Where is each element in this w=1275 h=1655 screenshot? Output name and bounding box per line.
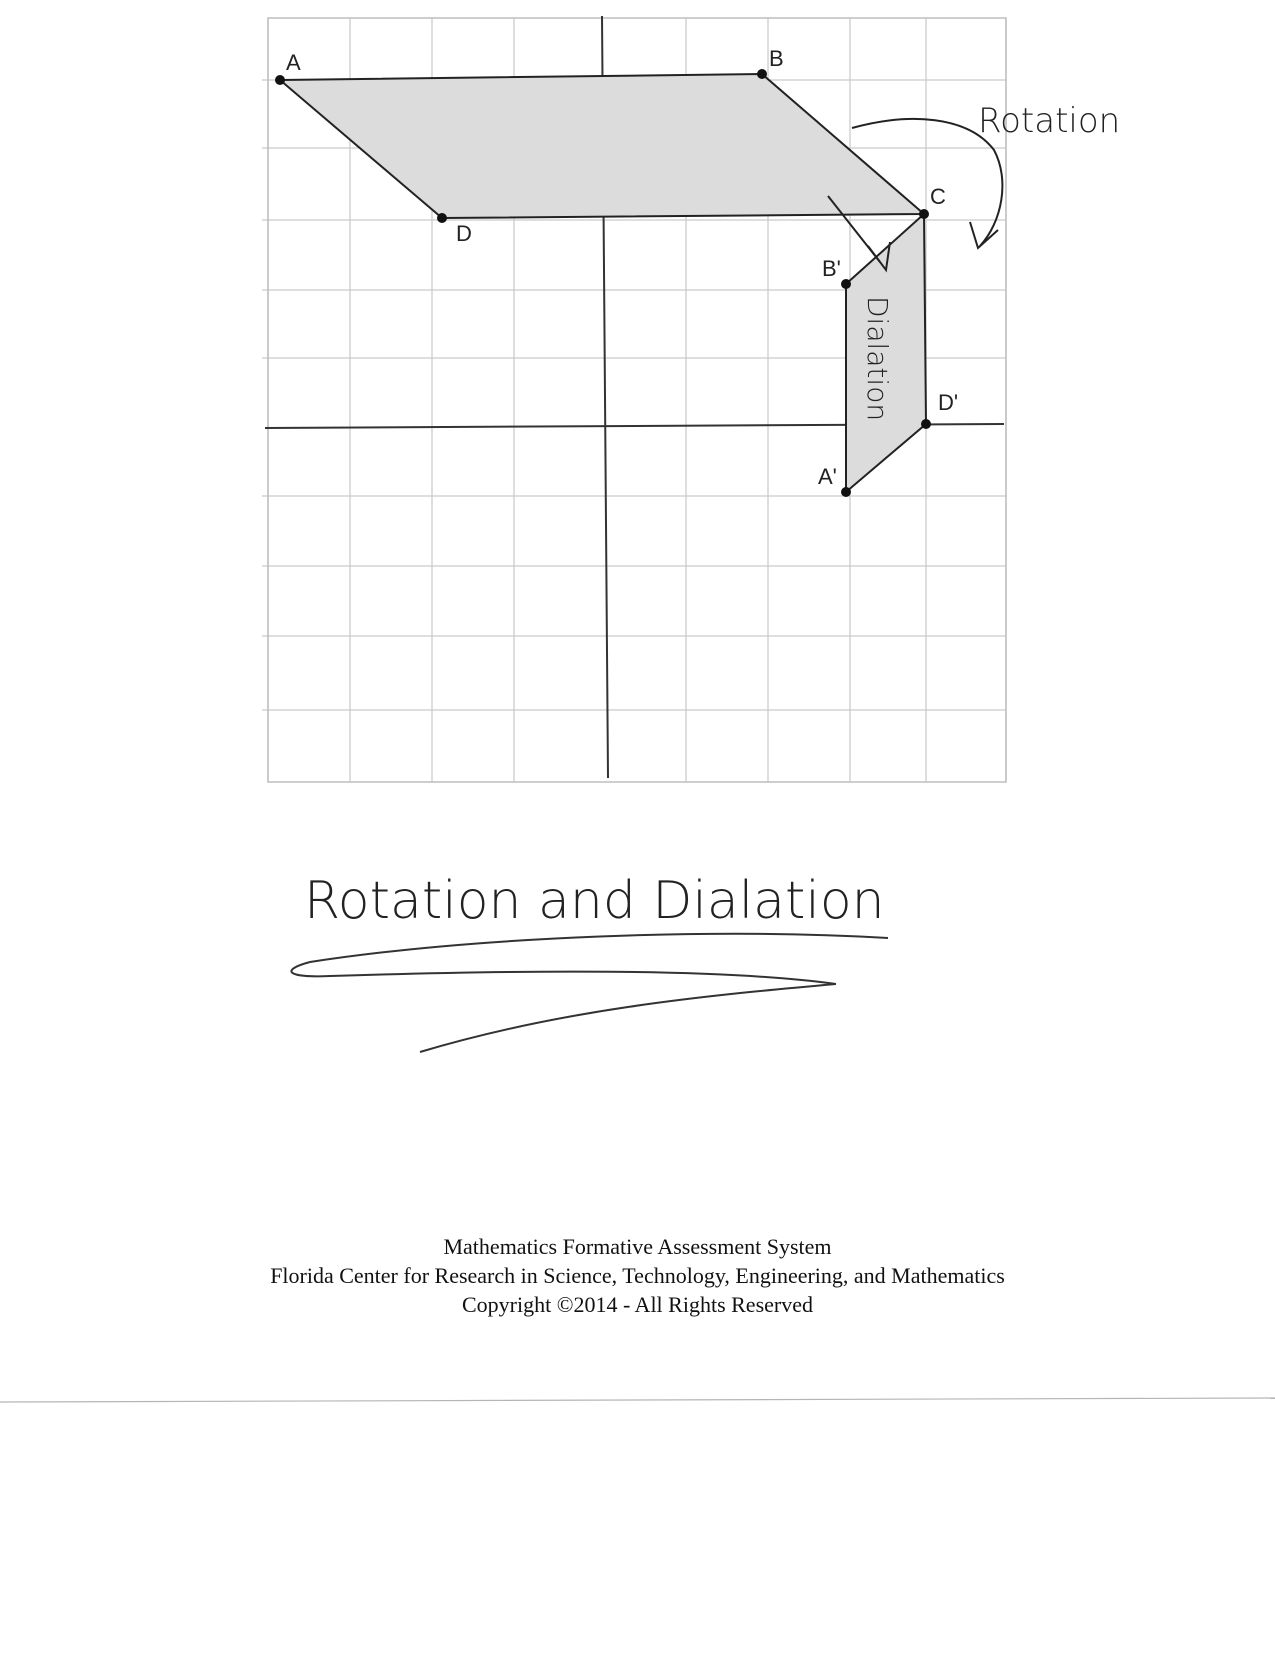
scan-divider xyxy=(0,1398,1275,1402)
rotation-annotation: Rotation xyxy=(978,101,1121,141)
label-c: C xyxy=(930,184,946,209)
label-b-prime: B' xyxy=(822,256,841,281)
vertex-d-prime xyxy=(921,419,931,429)
vertex-a-prime xyxy=(841,487,851,497)
vertex-b-prime xyxy=(841,279,851,289)
dilation-annotation: Dialation xyxy=(861,296,894,422)
label-a-prime: A' xyxy=(818,464,837,489)
label-b: B xyxy=(769,46,784,71)
footer-line-2: Florida Center for Research in Science, Technology, Engineering, and Mathematics xyxy=(270,1263,1005,1288)
answer-text: Rotation and Dialation xyxy=(304,871,885,931)
vertex-a xyxy=(275,75,285,85)
footer-line-3: Copyright ©2014 - All Rights Reserved xyxy=(462,1292,813,1317)
label-a: A xyxy=(286,50,301,75)
vertex-d xyxy=(437,213,447,223)
label-d-prime: D' xyxy=(938,390,959,415)
vertex-b xyxy=(757,69,767,79)
underline-swoosh-2 xyxy=(420,984,836,1052)
underline-swoosh-1 xyxy=(291,934,888,984)
parallelogram-abcd xyxy=(280,74,924,218)
vertex-c xyxy=(919,209,929,219)
footer-line-1: Mathematics Formative Assessment System xyxy=(443,1234,832,1259)
label-d: D xyxy=(456,221,472,246)
